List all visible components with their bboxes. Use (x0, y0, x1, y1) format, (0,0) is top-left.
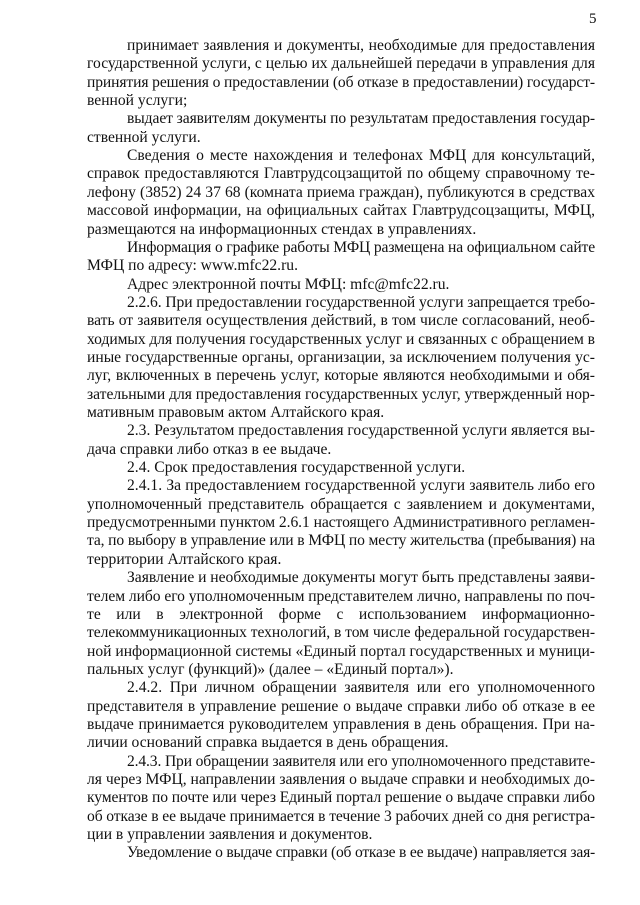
text-line: пальных услуг (функций)» (далее – «Единый портал»). (87, 660, 454, 678)
text-line: те или в электронной форме с использованием информационно- (87, 605, 595, 623)
text-line: луг, включенных в перечень услуг, которые являются необходимыми и обя- (87, 367, 595, 385)
text-line: предусмотренными пунктом 2.6.1 настоящего Административного регламен- (87, 514, 595, 532)
text-line: ции в управлении заявления и документов. (87, 826, 373, 844)
page-number: 5 (589, 11, 597, 27)
text-line: справок предоставляются Главтрудсоцзащитой по общему справочному те- (87, 165, 595, 183)
text-line: иные государственные органы, организации, за исключением получения ус- (87, 348, 595, 366)
text-line: дача справки либо отказ в ее выдаче. (87, 440, 332, 458)
text-line: МФЦ по адресу: www.mfc22.ru. (87, 257, 298, 275)
text-line: личии оснований справка выдается в день обращения. (87, 734, 449, 752)
text-line: 2.3. Результатом предоставления государственной услуги является вы- (127, 422, 595, 440)
text-line: ной информационной системы «Единый портал государственных и муници- (87, 642, 595, 660)
text-line: венной услуги; (87, 92, 188, 110)
text-line: уполномоченный представитель обращается с заявлением и документами, (87, 495, 595, 513)
text-line: ходимых для получения государственных услуг и связанных с обращением в (87, 330, 595, 348)
text-line: Уведомление о выдаче справки (об отказе в ее выдаче) направляется зая- (127, 844, 595, 862)
text-line: лефону (3852) 24 37 68 (комната приема граждан), публикуются в средствах (87, 183, 595, 201)
text-line: выдает заявителям документы по результатам предоставления государ- (127, 110, 595, 128)
text-line: размещаются на информационных стендах в управлениях. (87, 220, 477, 238)
text-line: выдаче принимается руководителем управления в день обращения. При на- (87, 715, 595, 733)
text-line: принятия решения о предоставлении (об отказе в предоставлении) государст- (87, 73, 595, 91)
text-line: 2.4.3. При обращении заявителя или его уполномоченного представите- (127, 752, 595, 770)
text-line: 2.2.6. При предоставлении государственной услуги запрещается требо- (127, 293, 595, 311)
text-line: принимает заявления и документы, необходимые для предоставления (127, 37, 595, 54)
text-line: ля через МФЦ, направлении заявления о выдаче справки и необходимых до- (87, 771, 595, 788)
text-line: представителя в управление решение о выдаче справки либо об отказе в ее (87, 697, 595, 715)
text-line: 2.4. Срок предоставления государственной услуги. (127, 459, 466, 477)
text-line: 2.4.1. За предоставлением государственной услуги заявитель либо его (127, 477, 595, 495)
text-line: Заявление и необходимые документы могут быть представлены заяви- (127, 569, 595, 587)
text-line: вать от заявителя осуществления действий, в том числе согласований, необ- (87, 312, 595, 330)
text-line: Адрес электронной почты МФЦ: mfc@mfc22.ru. (127, 275, 450, 293)
text-line: та, по выбору в управление или в МФЦ по месту жительства (пребывания) на (87, 532, 595, 550)
text-line: массовой информации, на официальных сайтах Главтрудсоцзащиты, МФЦ, (87, 202, 595, 220)
text-line: зательными для предоставления государственных услуг, утвержденный нор- (87, 385, 595, 403)
text-line: Информация о графике работы МФЦ размещена на официальном сайте (127, 238, 595, 256)
text-line: Сведения о месте нахождения и телефонах МФЦ для консультаций, (127, 147, 595, 165)
text-line: территории Алтайского края. (87, 550, 282, 568)
text-line: телем либо его уполномоченным представителем лично, направлены по поч- (87, 587, 595, 605)
text-line: государственной услуги, с целью их дальнейшей передачи в управления для (87, 55, 595, 73)
text-line: телекоммуникационных технологий, в том числе федеральной государствен- (87, 624, 595, 642)
text-line: мативным правовым актом Алтайского края. (87, 404, 385, 421)
text-line: 2.4.2. При личном обращении заявителя или его уполномоченного (127, 679, 595, 697)
text-line: кументов по почте или через Единый портал решение о выдаче справки либо (87, 789, 595, 807)
text-line: ственной услуги. (87, 128, 201, 146)
text-line: об отказе в ее выдаче принимается в течение 3 рабочих дней со дня регистра- (87, 807, 595, 825)
